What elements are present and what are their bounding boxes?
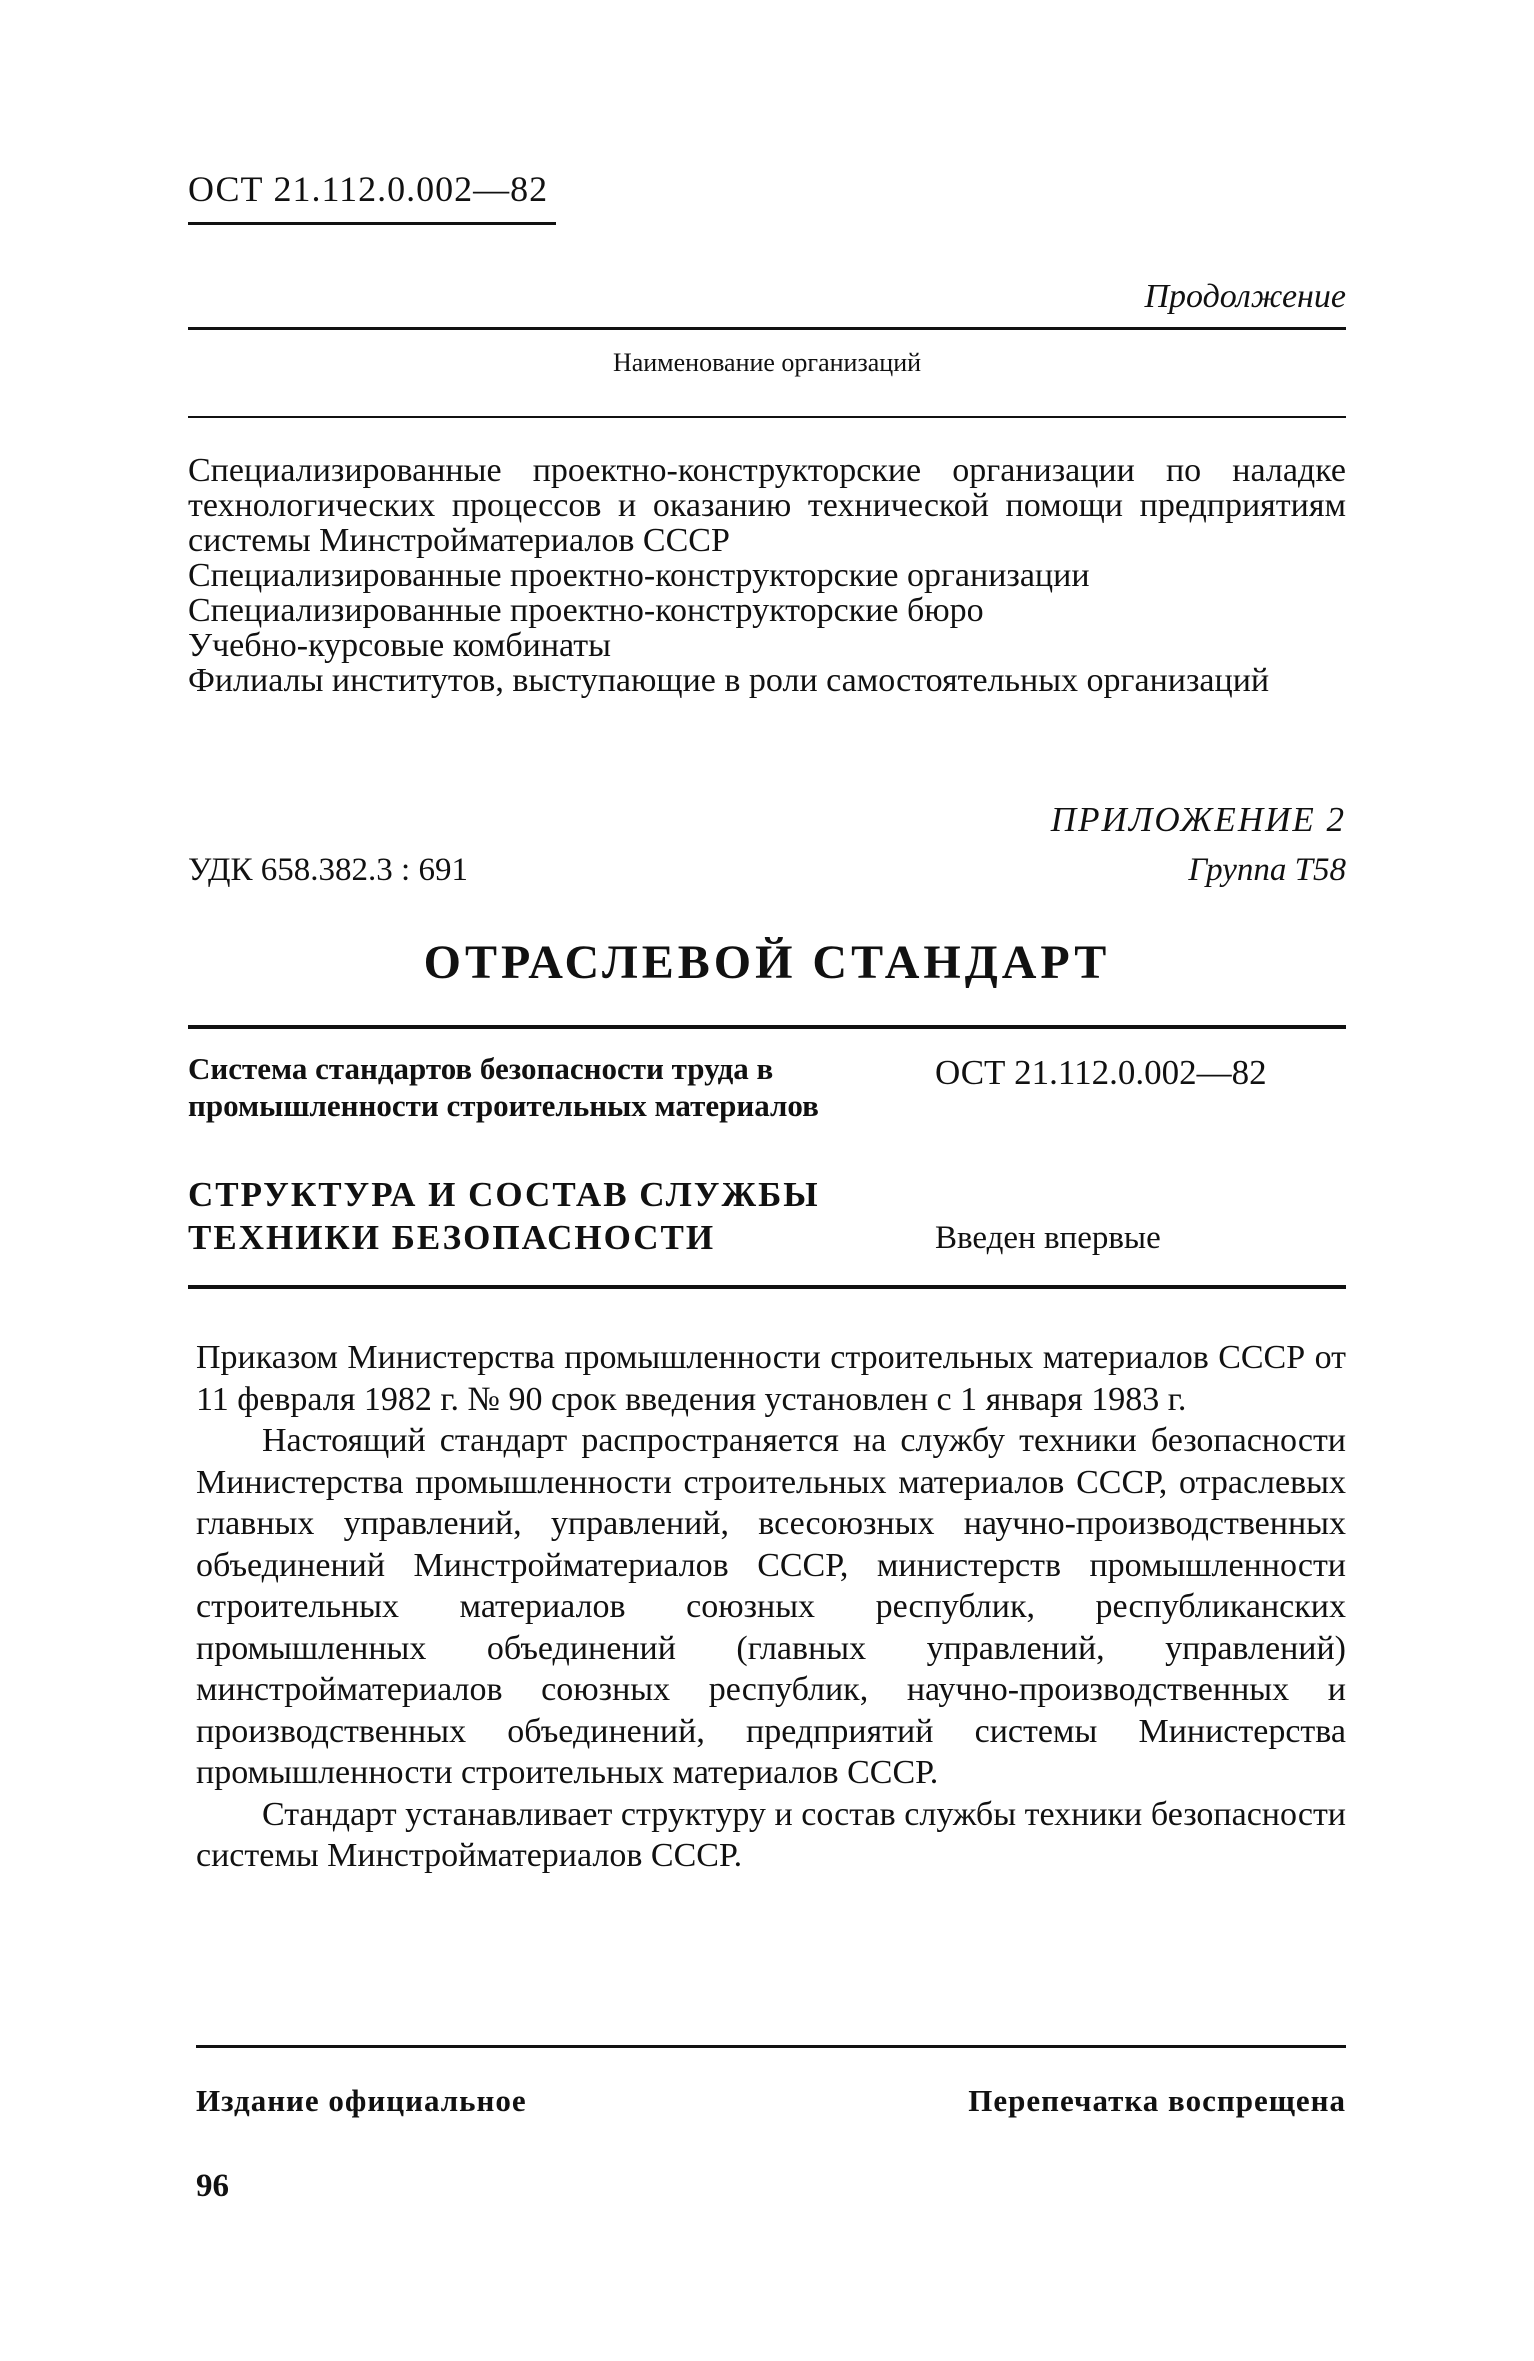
header-underline (188, 222, 556, 225)
title-block-bottom-rule (188, 1285, 1346, 1289)
list-item: Специализированные проектно-конструкторские организации по наладке технологических процессов и оказанию технической помощи предприятиям системы Минстройматериалов СССР (188, 452, 1346, 559)
purpose-paragraph: Стандарт устанавливает структуру и состав службы техники безопасности системы Минстройматериалов СССР. (196, 1795, 1346, 1874)
reprint-prohibited-label: Перепечатка воспрещена (968, 2083, 1346, 2118)
list-item: Филиалы институтов, выступающие в роли самостоятельных организаций (188, 662, 1270, 699)
organizations-list (188, 453, 1346, 698)
body-text (196, 1337, 1346, 1877)
table-header-rule (188, 416, 1346, 418)
table-column-header: Наименование организаций (612, 348, 922, 377)
list-item: Учебно-курсовые комбинаты (188, 627, 611, 664)
introduction-note: Введен впервые (935, 1220, 1161, 1256)
footer-rule (196, 2045, 1346, 2048)
order-paragraph: Приказом Министерства промышленности строительных материалов СССР от 11 февраля 1982 г. № 90 срок введения установлен с 1 января 1983 г. (196, 1339, 1346, 1418)
page-number: 96 (196, 2168, 229, 2204)
scope-paragraph: Настоящий стандарт распространяется на службу техники безопасности Министерства промышленности строительных материалов СССР, отраслевых главных управлений, управлений, всесоюзных научно-производственных объединений Минстройматериалов СССР, министерств промышленности строительных материалов союзных республик, республиканских промышленных объединений (главных управлений, управлений) минстройматериалов союзных республик, научно-производственных и производственных объединений, предприятий системы Министерства промышленности строительных материалов СССР. (196, 1422, 1346, 1791)
appendix-label: ПРИЛОЖЕНИЕ 2 (1050, 800, 1346, 839)
table-top-rule (188, 327, 1346, 330)
list-item: Специализированные проектно-конструкторские организации (188, 557, 1090, 594)
standard-code: ОСТ 21.112.0.002—82 (935, 1053, 1267, 1092)
official-edition-label: Издание официальное (196, 2083, 527, 2118)
standard-heading: ОТРАСЛЕВОЙ СТАНДАРТ (423, 936, 1111, 989)
structure-title: СТРУКТУРА И СОСТАВ СЛУЖБЫ ТЕХНИКИ БЕЗОПАСНОСТИ (188, 1175, 820, 1257)
continuation-label: Продолжение (1144, 278, 1346, 315)
group-code: Группа Т58 (1188, 852, 1346, 888)
list-item: Специализированные проектно-конструкторские бюро (188, 592, 984, 629)
document-code-header: ОСТ 21.112.0.002—82 (188, 169, 549, 209)
system-title: Система стандартов безопасности труда в промышленности строительных материалов (188, 1051, 819, 1123)
udk-code: УДК 658.382.3 : 691 (188, 852, 468, 888)
title-block-top-rule (188, 1025, 1346, 1029)
